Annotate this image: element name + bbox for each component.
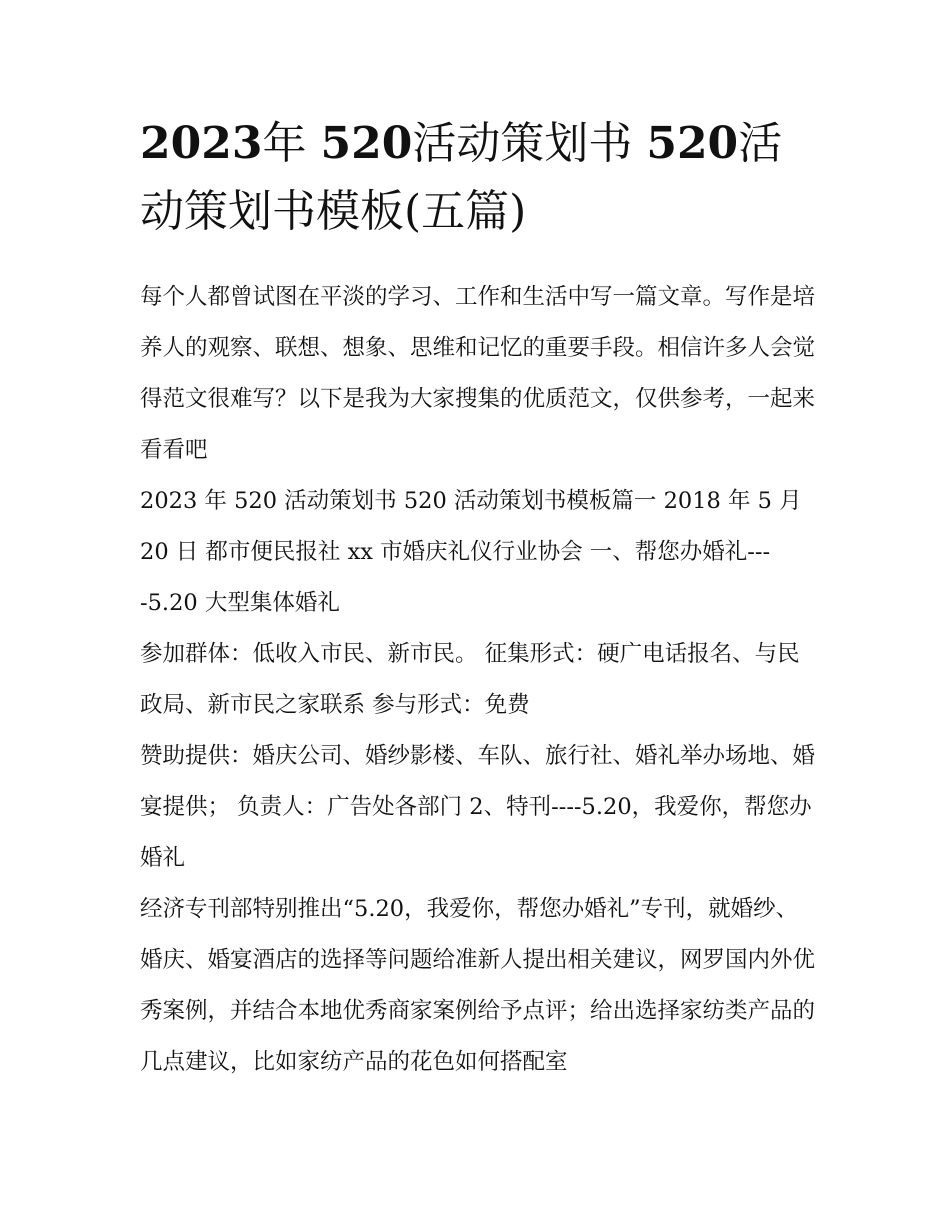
paragraph-intro: 每个人都曾试图在平淡的学习、工作和生活中写一篇文章。写作是培养人的观察、联想、想象、思维和记忆的重要手段。相信许多人会觉得范文很难写？以下是我为大家搜集的优质范文，仅供参考，一起来看看吧 [140, 284, 816, 463]
document-body [140, 272, 815, 1088]
paragraph-plan-header: 2023 年 520 活动策划书 520 活动策划书模板篇一 2018 年 5 月 20 日 都市便民报社 xx 市婚庆礼仪行业协会 一、帮您办婚礼----5.20 大型集体婚礼 [140, 488, 802, 616]
document-title [140, 110, 820, 246]
title-phrase: 活动策划书 [412, 118, 633, 169]
paragraph-special-issue: 经济专刊部特别推出“5.20，我爱你，帮您办婚礼”专刊，就婚纱、婚庆、婚宴酒店的选择等问题给准新人提出相关建议，网罗国内外优秀案例，并结合本地优秀商家案例给予点评；给出选择家纺类产品的几点建议，比如家纺产品的花色如何搭配室 [140, 896, 816, 1075]
paragraph-sponsors: 赞助提供：婚庆公司、婚纱影楼、车队、旅行社、婚礼举办场地、婚宴提供； 负责人：广告处各部门 2、特刊----5.20，我爱你，帮您办婚礼 [140, 743, 816, 871]
paragraph-participants: 参加群体：低收入市民、新市民。 征集形式：硬广电话报名、与民政局、新市民之家联系 参与形式：免费 [140, 641, 800, 718]
title-year: 2023 [140, 118, 263, 169]
title-phrase-second: 活动策划书模板(五篇) [140, 118, 783, 237]
title-number-second: 520 [646, 118, 739, 169]
title-year-unit: 年 [262, 118, 307, 169]
title-number: 520 [320, 118, 413, 169]
